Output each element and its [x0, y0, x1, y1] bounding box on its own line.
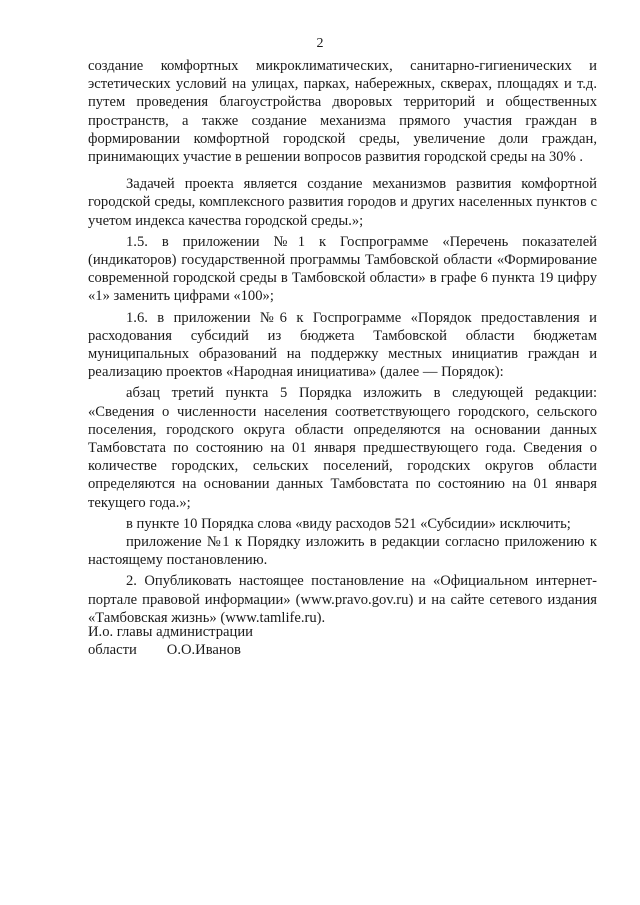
signature-title-line1: И.о. главы администрации	[88, 624, 253, 640]
paragraph-appendix: приложение №1 к Порядку изложить в редакции согласно приложению к настоящему постановлению.	[88, 534, 597, 569]
paragraph-item-1-5: 1.5. в приложении №1 к Госпрограмме «Перечень показателей (индикаторов) государственной программы Тамбовской области «Формирование современной городской среды в Тамбовской области» в графе 6 пункта 19 цифру «1» заменить цифрами «100»;	[88, 233, 597, 305]
paragraph-publish: 2. Опубликовать настоящее постановление на «Официальном интернет-портале правовой информации» (www.pravo.gov.ru) и на сайте сетевого издания «Тамбовская жизнь» (www.tamlife.ru).	[88, 573, 597, 626]
paragraph-item-1-6: 1.6. в приложении №6 к Госпрограмме «Порядок предоставления и расходования субсидий из бюджета Тамбовской области бюджетам муниципальных образований на поддержку местных инициатив граждан и реализацию проектов «Народная инициатива» (далее — Порядок):	[88, 309, 597, 381]
paragraph-continuation: создание комфортных микроклиматических, санитарно-гигиенических и эстетических условий на улицах, парках, набережных, скверах, площадях и т.д. путем проведения благоустройства дворовых территорий и общественных пространств, а также создание механизма прямого участия граждан в формировании комфортной городской среды, увеличение доли граждан, принимающих участие в решении вопросов развития городской среды на 30% .	[88, 58, 597, 166]
signature-title-line2	[88, 641, 253, 659]
signature-title-region: области	[88, 642, 137, 658]
signature-name: О.О.Иванов	[166, 642, 241, 658]
paragraph-clause-5: абзац третий пункта 5 Порядка изложить в следующей редакции: «Сведения о численности населения соответствующего городского, сельского поселения, городского округа области определяются на основании данных Тамбовстата по состоянию на 01 января предшествующего года. Сведения о количестве городских, сельских поселений, городских округов области определяются на основании данных Тамбовстата по состоянию на 01 января текущего года.»;	[88, 385, 597, 511]
paragraph-project-task: Задачей проекта является создание механизмов развития комфортной городской среды, комплексного развития городов и других населенных пунктов с учетом индекса качества городской среды.»;	[88, 176, 597, 229]
page-number: 2	[316, 36, 324, 51]
document-body	[88, 57, 597, 627]
paragraph-clause-10: в пункте 10 Порядка слова «виду расходов 521 «Субсидии» исключить;	[126, 515, 571, 532]
signature-block	[88, 623, 253, 659]
